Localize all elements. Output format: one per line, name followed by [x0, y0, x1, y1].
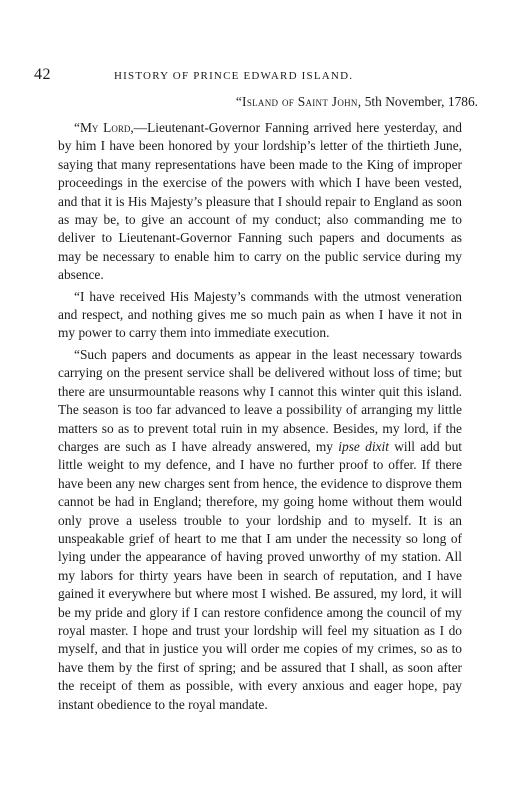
letter-body [58, 119, 462, 714]
letter-dateline [0, 94, 478, 110]
latin-phrase: ipse dixit [338, 438, 389, 454]
dateline-place: “Island of Saint John, [235, 94, 362, 109]
paragraph-2: “I have received His Majesty’s commands with the utmost veneration and respect, and nothing gives me so much pain as when I have it not in my power to carry them into immediate execution. [58, 288, 462, 341]
paragraph-3-text-a: “Such papers and documents as appear in the least necessary towards carrying on the present service shall be delivered without loss of time; but there are unsurmountable reasons why I cannot this winter quit this island. The season is too far advanced to leave a possibility of arranging my little matters so as to prevent total ruin in my absence. Besides, my lord, if the charges are such as I have already answered, my [58, 346, 462, 454]
running-title: HISTORY OF PRINCE EDWARD ISLAND. [114, 70, 354, 82]
paragraph-3-text-b: will add but little weight to my defence, and I have no further proof to offer. If there have been any new charges sent from hence, the evidence to disprove them cannot be had in England; therefore, my going home without them would only prove a useless trouble to your lordship and to myself. It is an unspeakable grief of heart to me that I am under the necessity so long of lying under the appearance of having proved unworthy of my station. All my labors for thirty years have been in search of reputation, and I have gained it everywhere but where most I wished. Be assured, my lord, it will be my pride and glory if I can restore confidence among the council of my royal master. I hope and trust your lordship will feel my situation as I do myself, and that in justice you will order me copies of my crimes, so as to have them by the first of spring; and be assured that I shall, as soon after the receipt of them as possible, with every anxious and eager hope, pay instant obedience to the royal mandate. [58, 438, 463, 712]
salutation: “My Lord, [74, 120, 134, 135]
paragraph-3 [58, 346, 462, 714]
page-header [34, 66, 486, 86]
paragraph-1 [58, 119, 462, 285]
paragraph-1-text: —Lieutenant-Governor Fanning arrived here yesterday, and by him I have been honored by your lordship’s letter of the thirtieth June, saying that many representations have been made to the King of improper proceedings in the exercise of the powers with which I have been vested, and that it is His Majesty’s pleasure that I should repair to England as soon as may be, to give an account of my conduct; also commanding me to deliver to Lieutenant-Governor Fanning such papers and documents as may be necessary to enable him to carry on the public service during my absence. [58, 120, 462, 283]
dateline-date: 5th November, 1786. [364, 94, 478, 109]
page-number: 42 [34, 66, 51, 83]
